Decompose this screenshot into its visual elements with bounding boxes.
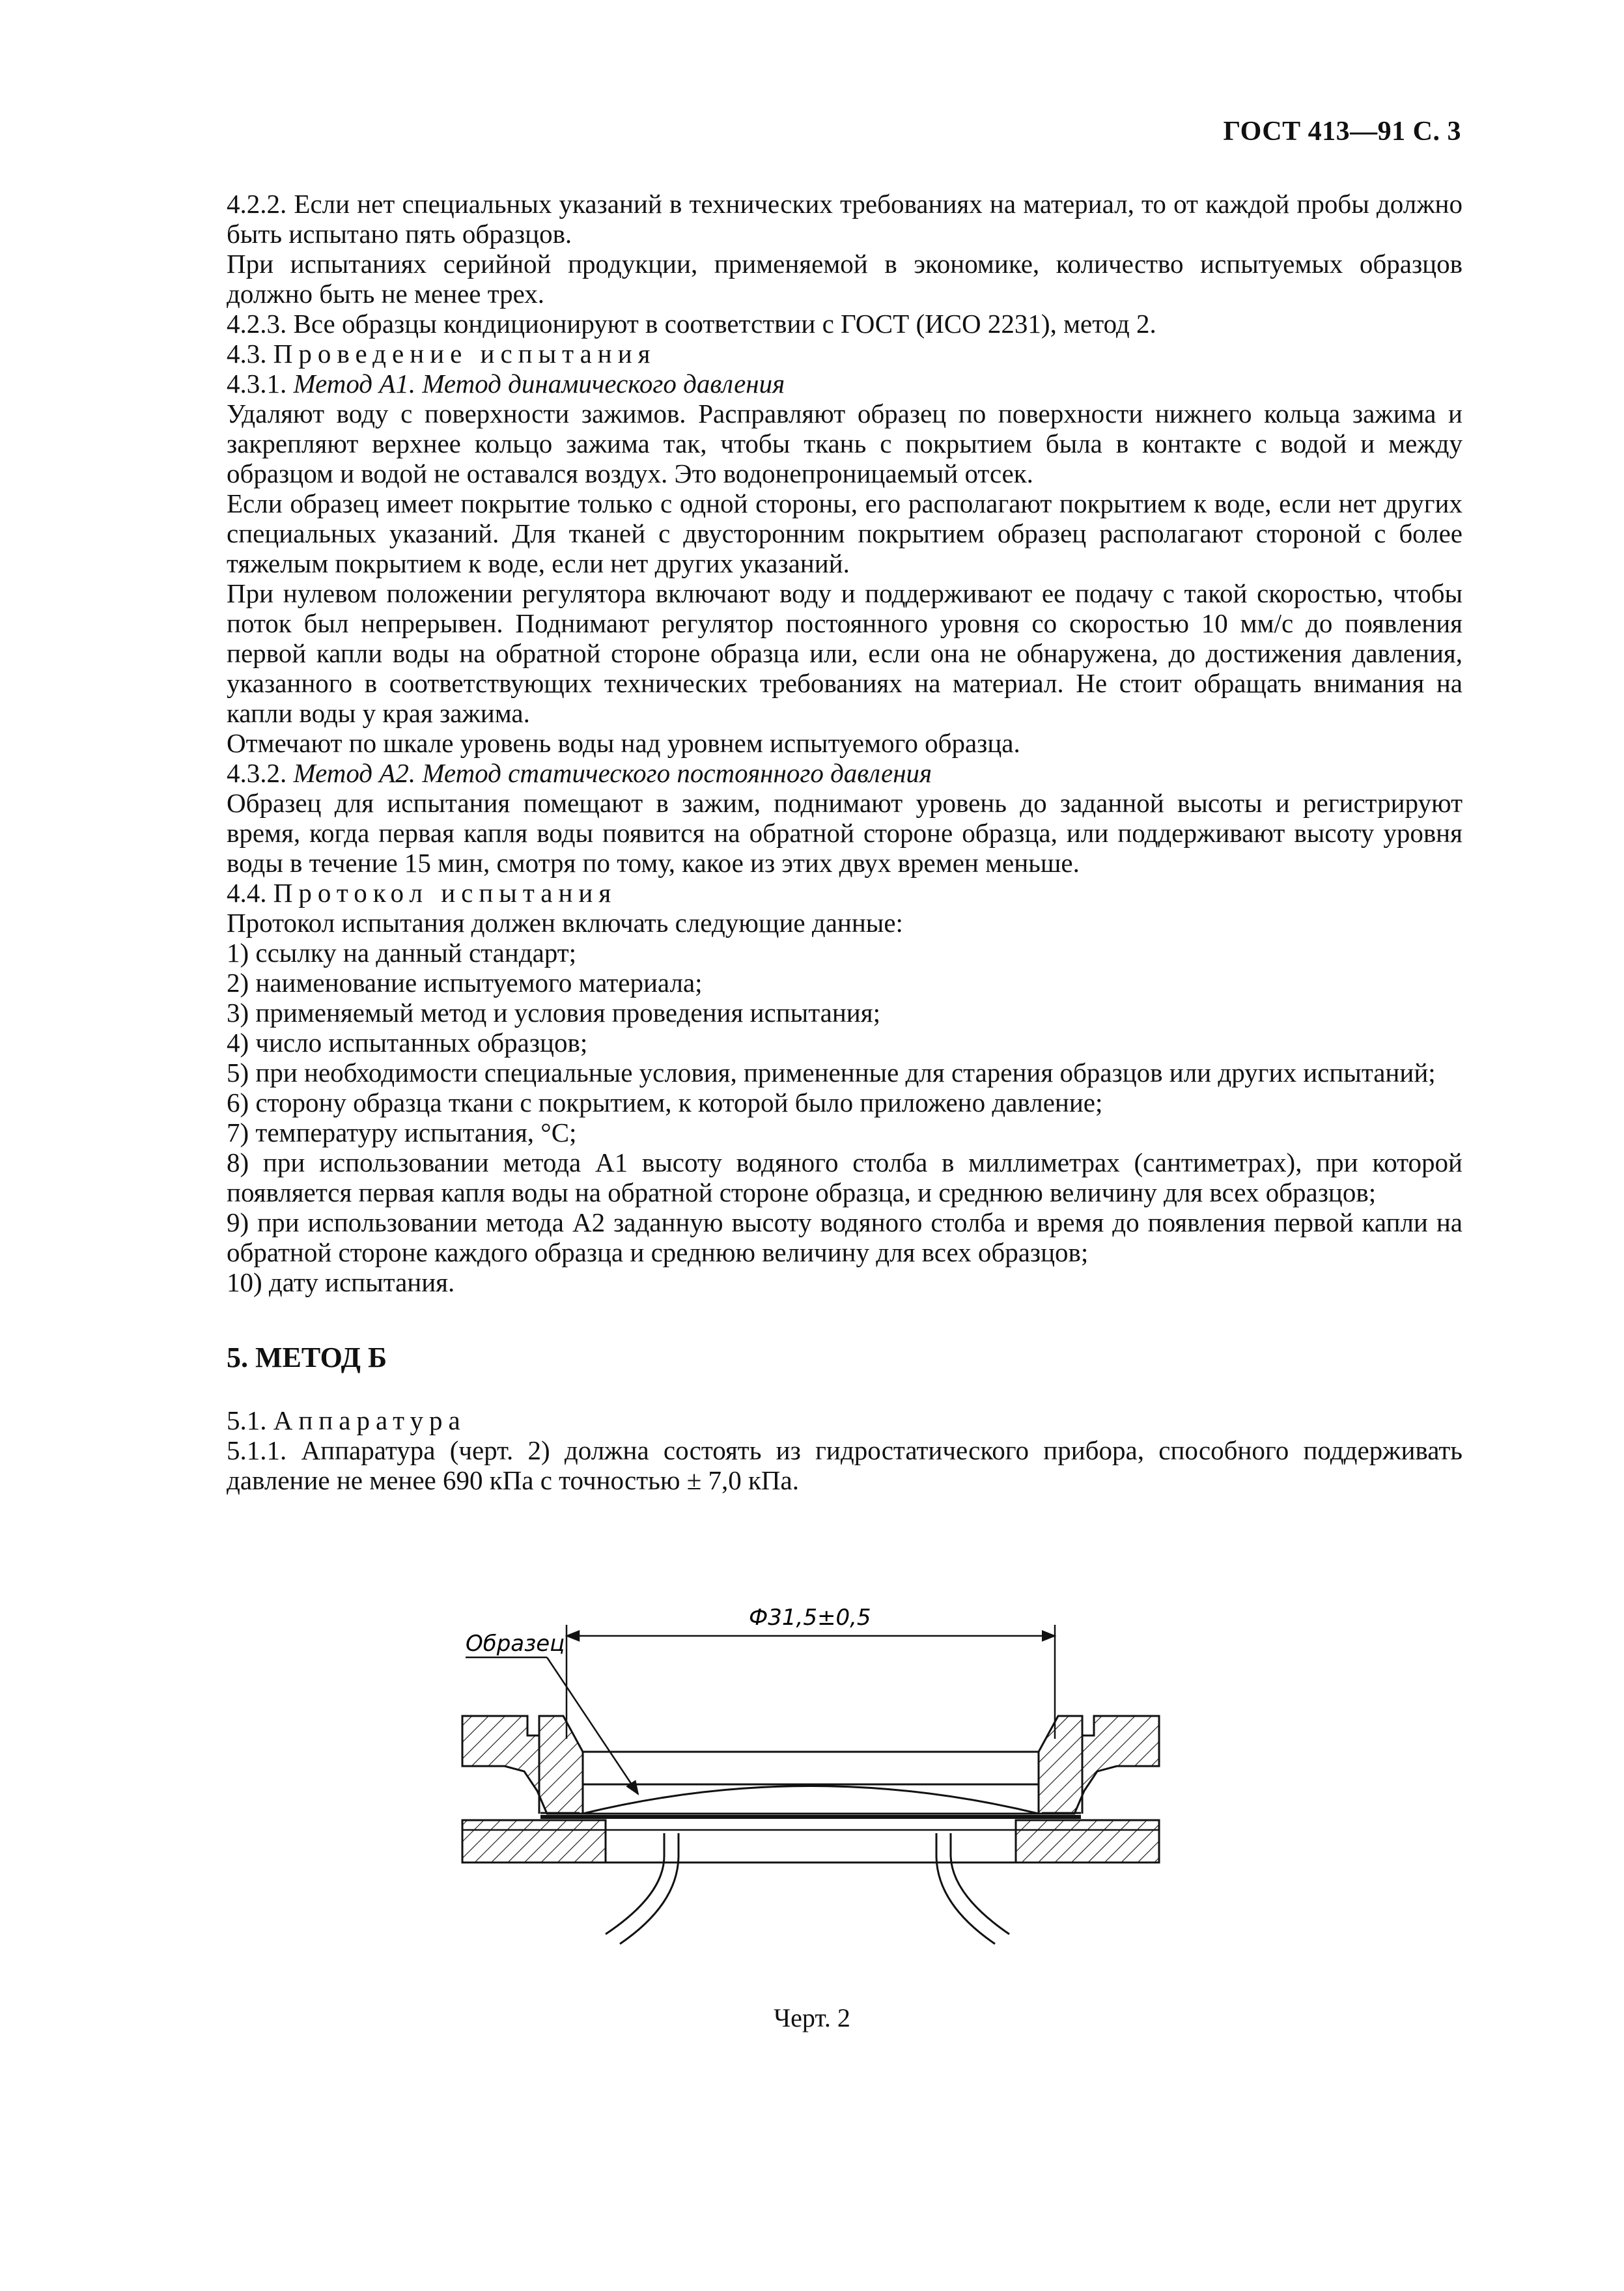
section-title-method-b: 5. МЕТОД Б [227,1342,387,1373]
list-item-4: 4) число испытанных образцов; [227,1028,588,1058]
paragraph-remove-water: Удаляют воду с поверхности зажимов. Расправляют образец по поверхности нижнего кольца зажима и закрепляют верхнее кольцо зажима так, чтобы ткань с покрытием была в контакте с водой и между образцом и водой не оставался воздух. Это водонепроницаемый отсек. [227,399,1463,488]
heading-title: Проведение испытания [273,339,656,369]
paragraph-static: Образец для испытания помещают в зажим, поднимают уровень до заданной высоты и регистрируют время, когда первая капля воды появится на обратной стороне образца, или поддерживают высоту уровня воды в течение 15 мин, смотря по тому, какое из этих двух времен меньше. [227,788,1463,878]
figure-clamp-drawing [449,1589,1172,1954]
figure-caption: Черт. 2 [774,2003,850,2032]
paragraph-serial: При испытаниях серийной продукции, применяемой в экономике, количество испытуемых образцов должно быть не менее трех. [227,249,1463,309]
heading-title: Аппаратура [273,1405,466,1435]
heading-4-4 [227,878,1463,908]
document-body [227,189,1463,1495]
paragraph-4-2-3: 4.2.3. Все образцы кондиционируют в соответствии с ГОСТ (ИСО 2231), метод 2. [227,309,1156,339]
heading-5-1 [227,1405,1463,1435]
heading-4-3-1 [227,369,1463,399]
list-item-5: 5) при необходимости специальные условия, примененные для старения образцов или других испытаний; [227,1058,1436,1088]
water-pipes [606,1833,1009,1944]
list-item-8: 8) при использовании метода А1 высоту водяного столба в миллиметрах (сантиметрах), при которой появляется первая капля воды на обратной стороне образца, и среднюю величину для всех образцов; [227,1147,1463,1207]
paragraph-text: 4.2.2. Если нет специальных указаний в технических требованиях на материал, то от каждой пробы должно быть испытано пять образцов. [227,189,1463,249]
paragraph-coating-side: Если образец имеет покрытие только с одной стороны, его располагают покрытием к воде, если нет других специальных указаний. Для тканей с двусторонним покрытием образец располагают стороной с более тяжелым покрытием к воде, если нет других указаний. [227,488,1463,578]
clamp-chamber [583,1752,1039,1814]
heading-number: 4.4. [227,878,267,908]
upper-clamp-ring-left [462,1716,583,1814]
list-item-9: 9) при использовании метода А2 заданную высоту водяного столба и время до появления первой капли на обратной стороне каждого образца и среднюю величину для всех образцов; [227,1207,1463,1267]
paragraph-protocol: Протокол испытания должен включать следующие данные: [227,908,903,938]
upper-clamp-ring-right [1039,1716,1159,1814]
list-item-2: 2) наименование испытуемого материала; [227,968,703,998]
list-item-7: 7) температуру испытания, °С; [227,1117,577,1147]
heading-number: 4.3.1. [227,369,287,399]
heading-title: Метод А2. Метод статического постоянного давления [293,758,932,788]
sample-label: Образец [466,1631,565,1657]
dimension-label: Ф31,5±0,5 [749,1605,871,1631]
paragraph-regulator: При нулевом положении регулятора включают воду и поддерживают ее подачу с такой скоростью, чтобы поток был непрерывен. Поднимают регулятор постоянного уровня со скоростью 10 мм/с до появления первой капли воды на обратной стороне образца или, если она не обнаружена, до достижения давления, указанного в соответствующих технических требованиях на материал. Не стоит обращать внимания на капли воды у края зажима. [227,578,1463,728]
heading-number: 4.3.2. [227,758,287,788]
list-item-3: 3) применяемый метод и условия проведения испытания; [227,998,880,1028]
paragraph-5-1-1: 5.1.1. Аппаратура (черт. 2) должна состоять из гидростатического прибора, способного поддерживать давление не менее 690 кПа с точностью ± 7,0 кПа. [227,1435,1463,1495]
lower-clamp-ring [462,1820,1159,1862]
paragraph-scale: Отмечают по шкале уровень воды над уровнем испытуемого образца. [227,728,1020,758]
heading-4-3-2 [227,758,1463,788]
heading-title: Метод А1. Метод динамического давления [293,369,785,399]
heading-number: 5.1. [227,1405,267,1435]
heading-4-3 [227,339,1463,369]
list-item-6: 6) сторону образца ткани с покрытием, к которой было приложено давление; [227,1088,1103,1117]
page-header: ГОСТ 413—91 С. 3 [1223,117,1461,147]
heading-title: Протокол испытания [273,878,617,908]
dimension-line [567,1625,1055,1739]
list-item-1: 1) ссылку на данный стандарт; [227,938,577,968]
paragraph-4-2-2 [227,189,1463,249]
list-item-10: 10) дату испытания. [227,1267,455,1297]
heading-number: 4.3. [227,339,267,369]
